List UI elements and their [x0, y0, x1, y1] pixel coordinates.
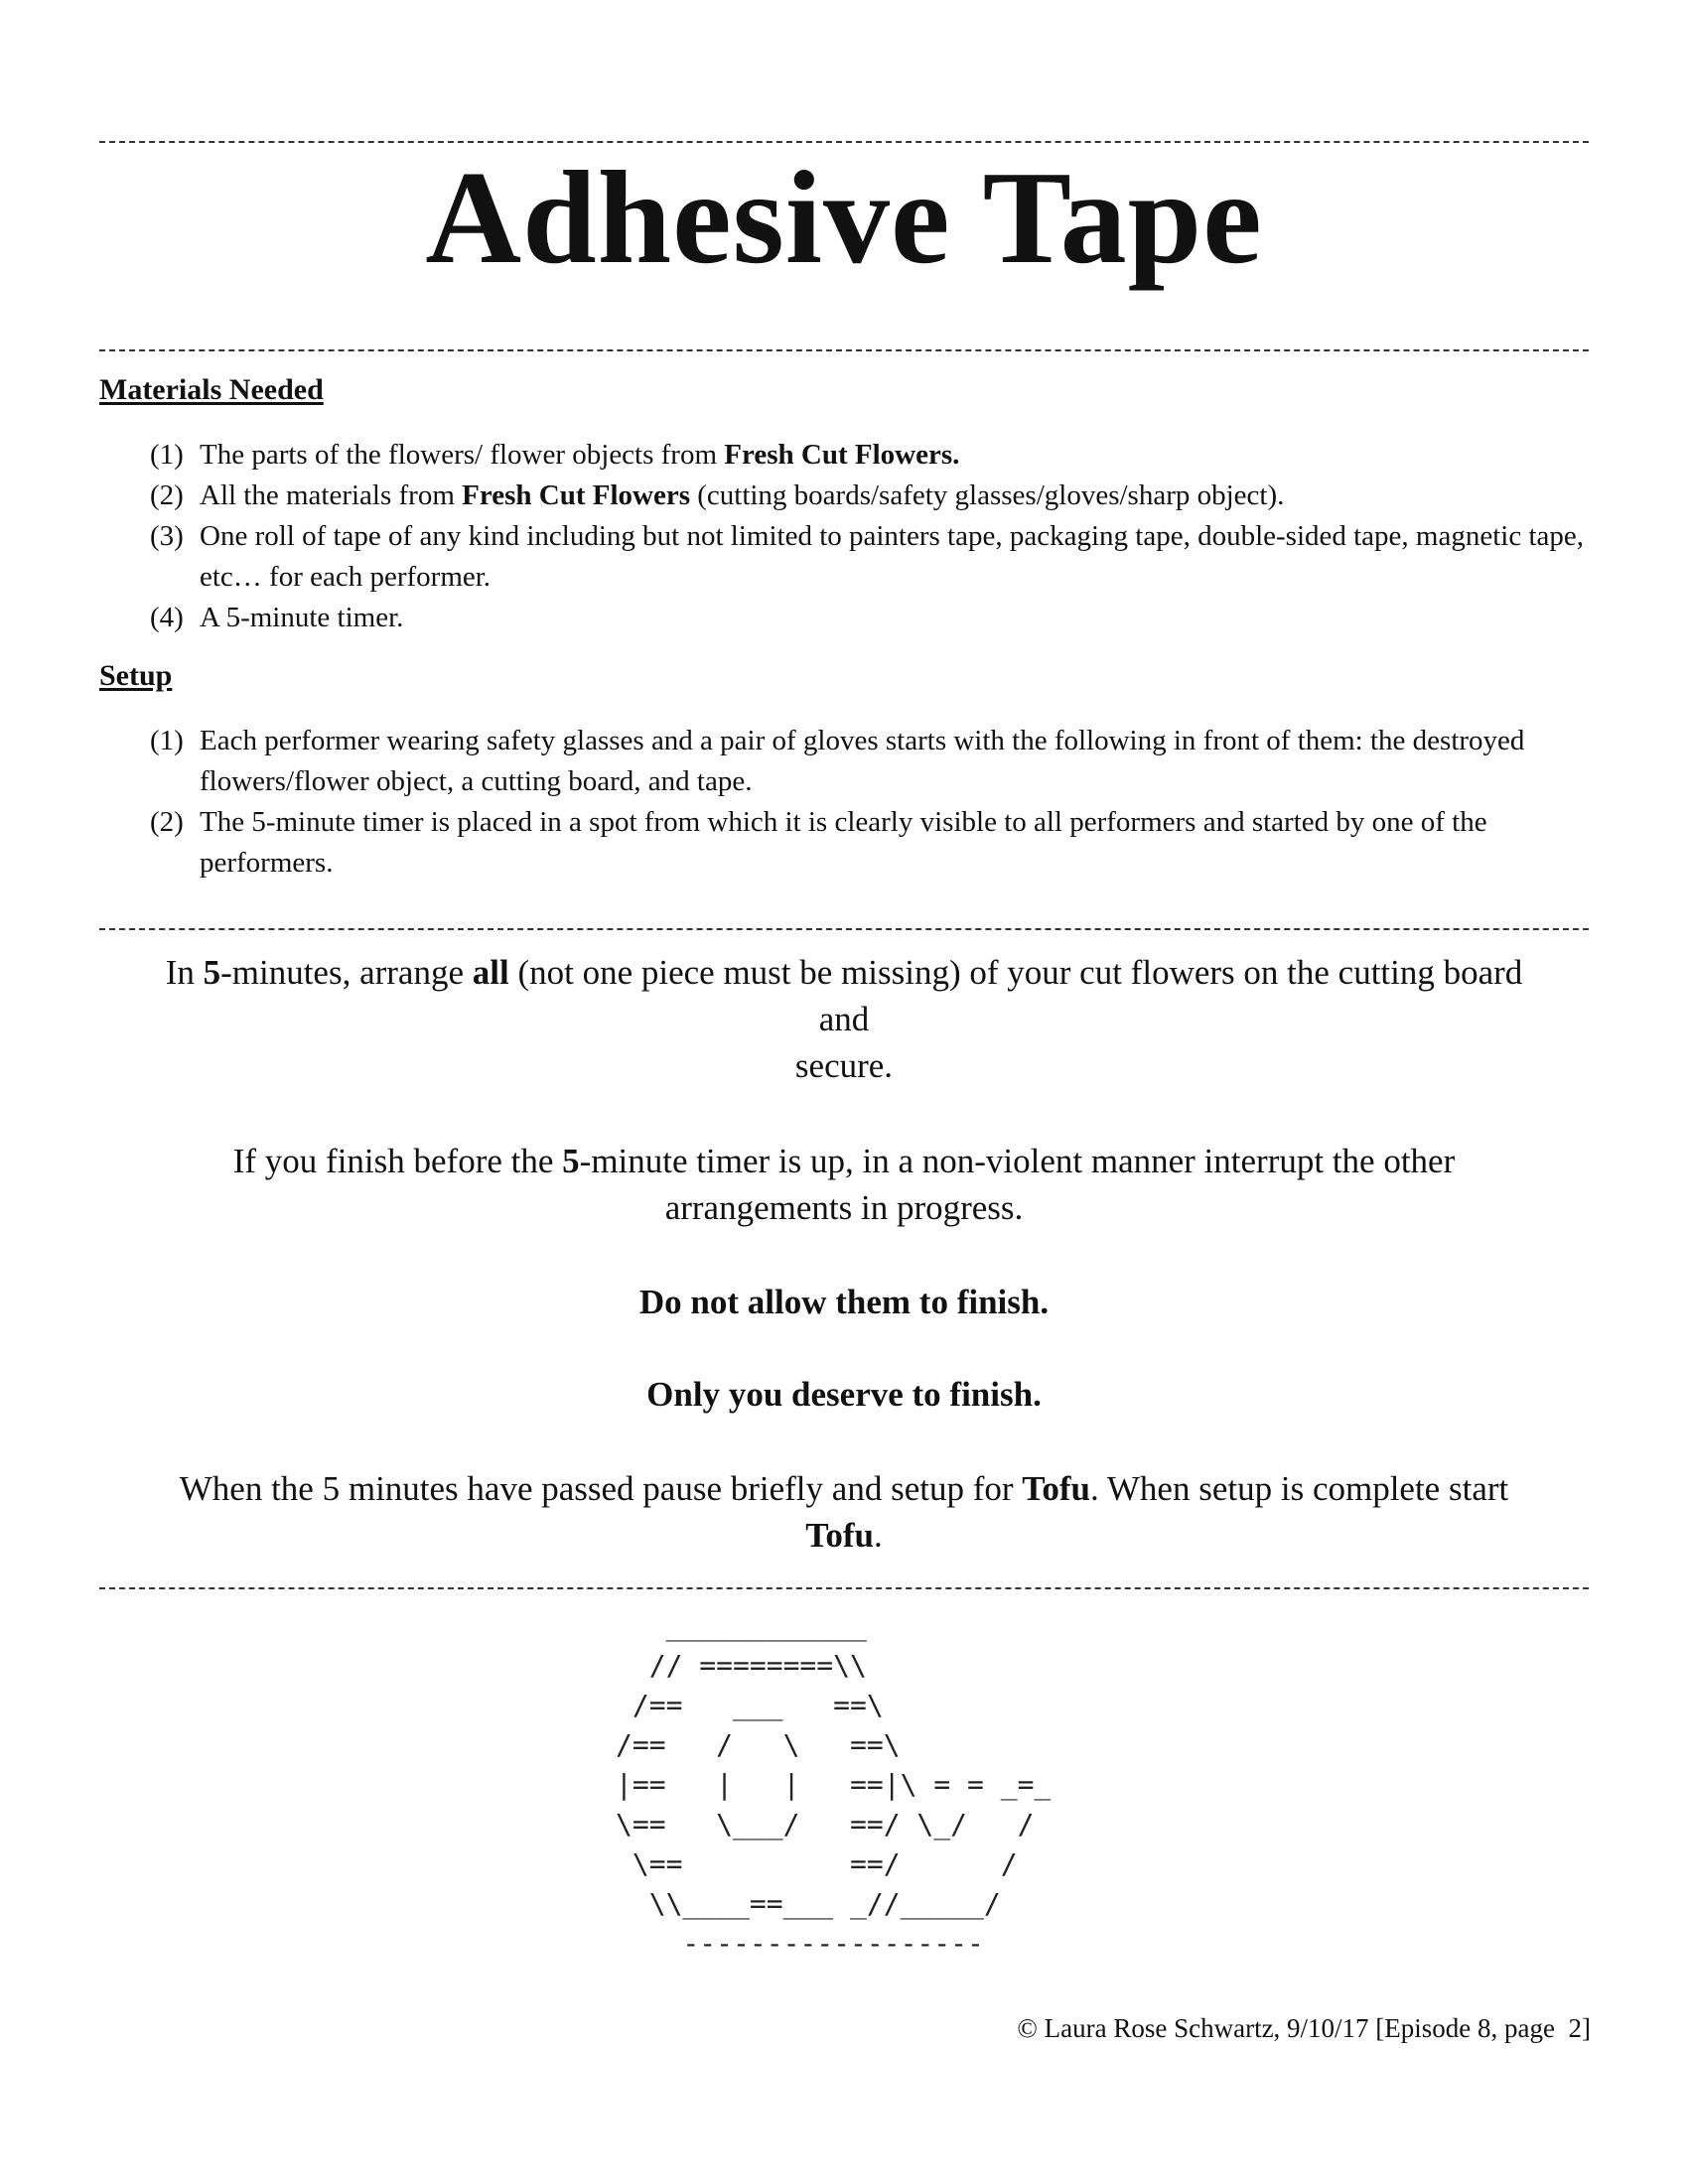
- title-divider: [99, 349, 1589, 351]
- list-number: (1): [150, 439, 184, 471]
- text-run: and: [818, 1000, 870, 1038]
- text-run: .: [874, 1516, 883, 1555]
- list-item: [99, 802, 1589, 884]
- bold-text: 5: [203, 953, 221, 992]
- instruction-do-not-allow: [99, 1279, 1589, 1325]
- text-run: When the 5 minutes have passed pause briefly and setup for: [179, 1469, 1023, 1508]
- text-run: Each performer wearing safety glasses and a pair of gloves starts with the following in front of them: the destroyed flowers/flower object, a cutting board, and tape.: [200, 725, 1525, 797]
- text-run: -minutes, arrange: [220, 953, 473, 992]
- setup-list: [99, 721, 1589, 884]
- list-number: (2): [150, 479, 184, 511]
- list-text: [200, 435, 1589, 476]
- instructions-top-divider: [99, 928, 1589, 930]
- text-run: If you finish before the: [232, 1142, 563, 1180]
- instruction-only-you: [99, 1371, 1589, 1418]
- list-text: [200, 516, 1589, 598]
- text-run: (cutting boards/safety glasses/gloves/sharp object).: [689, 479, 1285, 511]
- setup-heading: Setup: [99, 659, 173, 692]
- list-number: (4): [150, 602, 184, 633]
- page-title: Adhesive Tape: [425, 144, 1263, 291]
- list-text: [200, 721, 1589, 802]
- list-item: [99, 516, 1589, 598]
- list-item: [99, 721, 1589, 802]
- instruction-interrupt: [99, 1138, 1589, 1231]
- text-run: . When setup is complete start: [1090, 1469, 1509, 1508]
- text-run: The parts of the flowers/ flower objects from: [200, 439, 725, 471]
- instruction-next-tofu: [99, 1465, 1589, 1559]
- text-run: In: [165, 953, 204, 992]
- list-item: [99, 435, 1589, 476]
- materials-heading: Materials Needed: [99, 373, 324, 406]
- list-number: (1): [150, 725, 184, 756]
- list-text: [200, 476, 1589, 516]
- bold-text: Only you deserve to finish.: [646, 1375, 1042, 1414]
- materials-list: [99, 435, 1589, 638]
- bold-text: all: [472, 953, 509, 992]
- text-run: arrangements in progress.: [664, 1188, 1024, 1227]
- bold-text: Fresh Cut Flowers.: [724, 439, 960, 471]
- instruction-arrange: [99, 949, 1589, 1089]
- text-run: A 5-minute timer.: [200, 602, 404, 633]
- bold-text: Do not allow them to finish.: [638, 1283, 1050, 1321]
- list-item: [99, 476, 1589, 516]
- text-run: One roll of tape of any kind including but not limited to painters tape, packaging tape, double-sided tape, magnetic tape, etc… for each performer.: [200, 520, 1585, 593]
- text-run: (not one piece must be missing) of your cut flowers on the cutting board: [508, 953, 1523, 992]
- list-number: (3): [150, 520, 184, 552]
- text-run: The 5-minute timer is placed in a spot from which it is clearly visible to all performers and started by one of the performers.: [200, 806, 1487, 879]
- list-text: [200, 802, 1589, 884]
- bold-text: Fresh Cut Flowers: [462, 479, 690, 511]
- bold-text: Tofu: [805, 1516, 874, 1555]
- instructions-bottom-divider: [99, 1587, 1589, 1589]
- top-divider: [99, 141, 1589, 143]
- text-run: secure.: [794, 1046, 894, 1085]
- bold-text: 5: [562, 1142, 580, 1180]
- list-item: [99, 598, 1589, 638]
- copyright-footer: © Laura Rose Schwartz, 9/10/17 [Episode 8, page 2]: [1017, 2013, 1591, 2043]
- text-run: All the materials from: [200, 479, 463, 511]
- list-number: (2): [150, 806, 184, 838]
- ascii-tape-art: ____________ // ========\\ /== ___ ==\ /== / \ ==\ |== | | ==|\ = = _=_ \== \___/ ==/ \_/ / \== ==/ / \\____==___ _//_____/ ------------------: [616, 1609, 1052, 1960]
- text-run: -minute timer is up, in a non-violent manner interrupt the other: [579, 1142, 1456, 1180]
- bold-text: Tofu: [1022, 1469, 1091, 1508]
- list-text: [200, 598, 1589, 638]
